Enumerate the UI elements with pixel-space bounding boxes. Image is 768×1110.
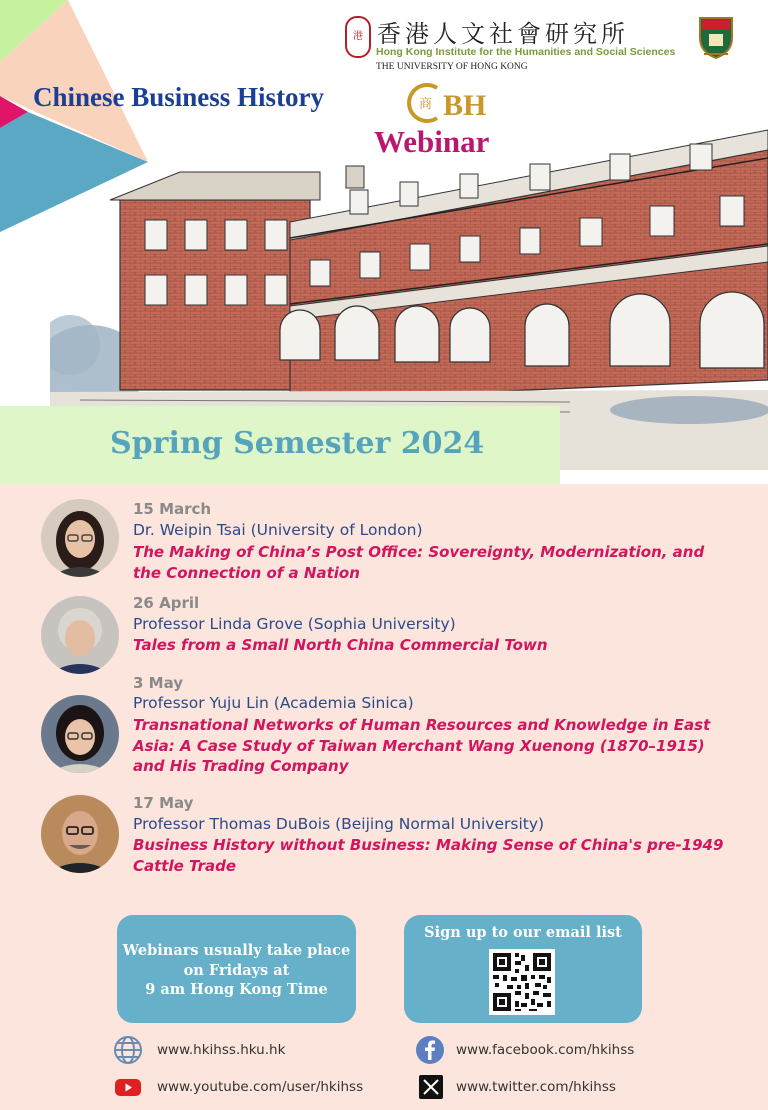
talk-date: 26 April	[133, 594, 200, 612]
university-name: THE UNIVERSITY OF HONG KONG	[376, 62, 528, 72]
talk-title: Business History without Business: Making Sense of China's pre-1949 Cattle Trade	[133, 836, 724, 875]
talk-title: Transnational Networks of Human Resources and Knowledge in East Asia: A Case Study of Taiwan Merchant Wang Xuenong (1870–1915) and His Trading Company	[133, 716, 711, 775]
talk-speaker: Professor Linda Grove (Sophia University)	[133, 615, 456, 633]
talk-title: The Making of China’s Post Office: Sovereignty, Modernization, and the Connection of a Nation	[133, 543, 705, 582]
twitter-link[interactable]: www.twitter.com/hkihss	[456, 1079, 616, 1095]
hku-crest-icon	[698, 16, 734, 60]
facebook-icon	[415, 1035, 445, 1065]
qr-code-icon[interactable]	[489, 949, 555, 1015]
schedule-line-1: Webinars usually take place	[122, 942, 351, 959]
signup-heading: Sign up to our email list	[424, 924, 622, 941]
speaker-photo-grove	[41, 596, 119, 674]
x-twitter-icon	[416, 1072, 446, 1102]
webinar-label: Webinar	[374, 124, 490, 159]
cbh-logo-letters: BH	[443, 89, 487, 122]
talk-speaker: Dr. Weipin Tsai (University of London)	[133, 521, 423, 539]
cbh-logo-char: 商	[419, 97, 433, 112]
speaker-photo-lin	[41, 695, 119, 773]
series-title: Chinese Business History	[33, 82, 325, 112]
facebook-link[interactable]: www.facebook.com/hkihss	[456, 1042, 635, 1058]
schedule-line-3: 9 am Hong Kong Time	[145, 981, 328, 998]
semester-title: Spring Semester 2024	[110, 426, 485, 461]
talk-speaker: Professor Yuju Lin (Academia Sinica)	[133, 694, 414, 712]
institute-name-chinese: 香港人文社會研究所	[377, 20, 629, 48]
talk-date: 17 May	[133, 794, 194, 812]
cbh-logo-icon	[407, 80, 497, 124]
institute-name-english: Hong Kong Institute for the Humanities and Social Sciences	[376, 46, 676, 58]
schedule-line-2: on Fridays at	[183, 961, 290, 979]
talk-date: 15 March	[133, 500, 212, 518]
schedule-info-box	[117, 915, 356, 1023]
youtube-link[interactable]: www.youtube.com/user/hkihss	[157, 1079, 364, 1095]
institute-logo	[345, 14, 755, 74]
talk-speaker: Professor Thomas DuBois (Beijing Normal University)	[133, 815, 545, 833]
talk-date: 3 May	[133, 674, 184, 692]
globe-icon	[113, 1035, 143, 1065]
website-link[interactable]: www.hkihss.hku.hk	[157, 1042, 286, 1058]
talk-title: Tales from a Small North China Commercial Town	[133, 636, 548, 654]
institute-seal-icon: 港	[345, 16, 371, 58]
speaker-photo-dubois	[41, 795, 119, 873]
speaker-photo-tsai	[41, 499, 119, 577]
youtube-icon	[113, 1072, 143, 1102]
signup-box[interactable]	[404, 915, 642, 1023]
